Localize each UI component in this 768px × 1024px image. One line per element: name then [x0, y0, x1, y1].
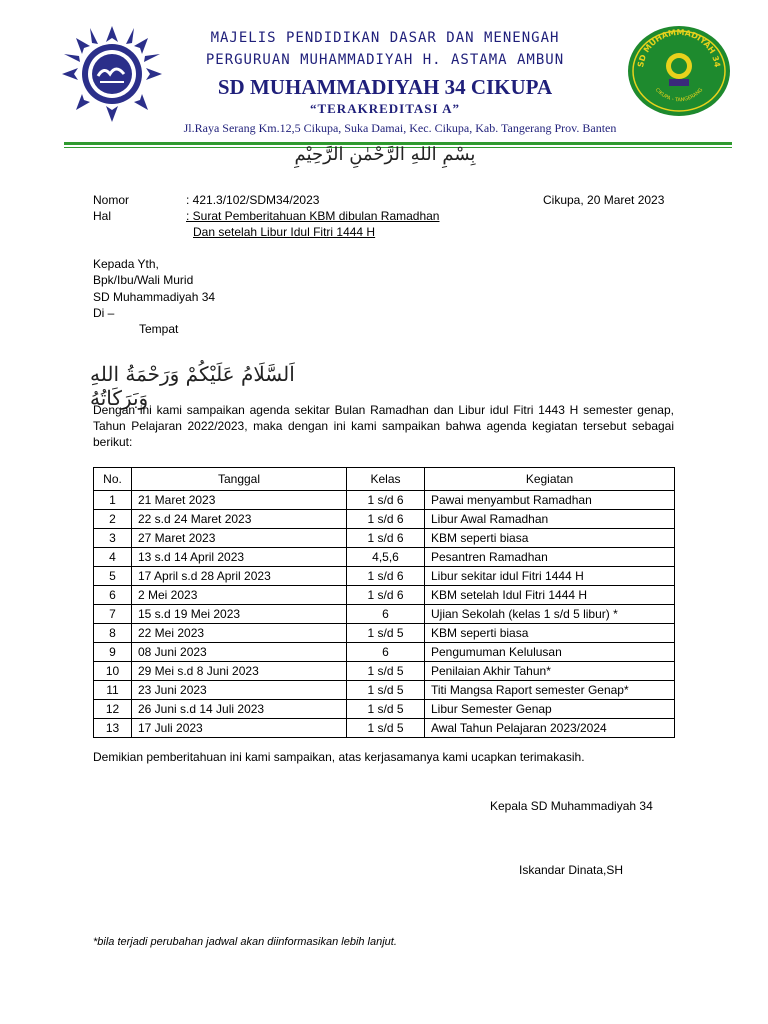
- intro-paragraph: Dengan ini kami sampaikan agenda sekitar Bulan Ramadhan dan Libur idul Fitri 1443 H semester genap, Tahun Pelajaran 2022/2023, maka dengan ini kami sampaikan bahwa agenda kegiatan tersebut sebagai berikut:: [93, 403, 674, 449]
- cell-kelas: 1 s/d 5: [347, 681, 425, 700]
- recipient-line: Bpk/Ibu/Wali Murid: [93, 273, 194, 287]
- hal-label: Hal: [93, 209, 112, 223]
- cell-kegiatan: Libur sekitar idul Fitri 1444 H: [425, 567, 675, 586]
- cell-no: 9: [94, 643, 132, 662]
- table-row: [94, 624, 675, 643]
- table-row: [94, 529, 675, 548]
- cell-no: 11: [94, 681, 132, 700]
- cell-tanggal: 15 s.d 19 Mei 2023: [132, 605, 347, 624]
- signatory-name: Iskandar Dinata,SH: [519, 863, 624, 877]
- cell-kelas: 1 s/d 6: [347, 567, 425, 586]
- muhammadiyah-logo-icon: [60, 24, 164, 124]
- basmalah: بِسْمِ اللهِ الرَّحْمٰنِ الرَّحِيْمِ: [294, 144, 476, 165]
- cell-kelas: 1 s/d 5: [347, 700, 425, 719]
- cell-tanggal: 27 Maret 2023: [132, 529, 347, 548]
- cell-tanggal: 17 April s.d 28 April 2023: [132, 567, 347, 586]
- cell-kegiatan: KBM setelah Idul Fitri 1444 H: [425, 586, 675, 605]
- cell-tanggal: 26 Juni s.d 14 Juli 2023: [132, 700, 347, 719]
- cell-kelas: 1 s/d 5: [347, 624, 425, 643]
- cell-kegiatan: KBM seperti biasa: [425, 624, 675, 643]
- hal-value-2: Dan setelah Libur Idul Fitri 1444 H: [193, 225, 376, 239]
- cell-tanggal: 2 Mei 2023: [132, 586, 347, 605]
- council-name: MAJELIS PENDIDIKAN DASAR DAN MENENGAH: [210, 30, 560, 46]
- signatory-title: Kepala SD Muhammadiyah 34: [490, 799, 653, 813]
- cell-tanggal: 17 Juli 2023: [132, 719, 347, 738]
- foundation-name: PERGURUAN MUHAMMADIYAH H. ASTAMA AMBUN: [205, 52, 565, 68]
- cell-no: 3: [94, 529, 132, 548]
- letter-date: Cikupa, 20 Maret 2023: [543, 193, 665, 207]
- cell-kelas: 1 s/d 6: [347, 510, 425, 529]
- cell-kegiatan: Pengumuman Kelulusan: [425, 643, 675, 662]
- accreditation: “TERAKREDITASI A”: [309, 101, 461, 116]
- cell-tanggal: 22 s.d 24 Maret 2023: [132, 510, 347, 529]
- cell-tanggal: 22 Mei 2023: [132, 624, 347, 643]
- cell-kegiatan: Penilaian Akhir Tahun*: [425, 662, 675, 681]
- cell-kelas: 1 s/d 6: [347, 529, 425, 548]
- cell-no: 7: [94, 605, 132, 624]
- recipient-line: Di –: [93, 306, 115, 320]
- cell-kelas: 1 s/d 6: [347, 586, 425, 605]
- table-row: [94, 681, 675, 700]
- cell-kelas: 1 s/d 5: [347, 719, 425, 738]
- cell-kegiatan: Pawai menyambut Ramadhan: [425, 491, 675, 510]
- nomor-value: : 421.3/102/SDM34/2023: [186, 193, 320, 207]
- nomor-label: Nomor: [93, 193, 130, 207]
- col-header-no: No.: [94, 468, 132, 491]
- schedule-table: [93, 467, 675, 738]
- hal-value: : Surat Pemberitahuan KBM dibulan Ramadhan: [186, 209, 440, 223]
- recipient-greeting: Kepada Yth,: [93, 257, 159, 271]
- cell-no: 2: [94, 510, 132, 529]
- cell-tanggal: 21 Maret 2023: [132, 491, 347, 510]
- recipient-line: SD Muhammadiyah 34: [93, 290, 216, 304]
- cell-kegiatan: Libur Awal Ramadhan: [425, 510, 675, 529]
- cell-kegiatan: KBM seperti biasa: [425, 529, 675, 548]
- col-header-kegiatan: Kegiatan: [425, 468, 675, 491]
- cell-tanggal: 29 Mei s.d 8 Juni 2023: [132, 662, 347, 681]
- school-name: SD MUHAMMADIYAH 34 CIKUPA: [217, 75, 553, 99]
- table-row: [94, 491, 675, 510]
- col-header-kelas: Kelas: [347, 468, 425, 491]
- table-row: [94, 700, 675, 719]
- cell-no: 6: [94, 586, 132, 605]
- cell-no: 5: [94, 567, 132, 586]
- cell-kelas: 6: [347, 643, 425, 662]
- cell-tanggal: 08 Juni 2023: [132, 643, 347, 662]
- cell-tanggal: 13 s.d 14 April 2023: [132, 548, 347, 567]
- cell-kelas: 4,5,6: [347, 548, 425, 567]
- cell-tanggal: 23 Juni 2023: [132, 681, 347, 700]
- cell-kegiatan: Libur Semester Genap: [425, 700, 675, 719]
- table-row: [94, 586, 675, 605]
- cell-no: 1: [94, 491, 132, 510]
- cell-kegiatan: Titi Mangsa Raport semester Genap*: [425, 681, 675, 700]
- seal-top-text: SD MUHAMMADIYAH 34: [636, 27, 722, 68]
- footnote: *bila terjadi perubahan jadwal akan diinformasikan lebih lanjut.: [93, 936, 397, 948]
- closing-text: Demikian pemberitahuan ini kami sampaikan, atas kerjasamanya kami ucapkan terimakasih.: [93, 750, 585, 764]
- col-header-tanggal: Tanggal: [132, 468, 347, 491]
- cell-kelas: 6: [347, 605, 425, 624]
- table-row: [94, 605, 675, 624]
- table-row: [94, 567, 675, 586]
- table-header-row: [94, 468, 675, 491]
- table-row: [94, 548, 675, 567]
- cell-kelas: 1 s/d 5: [347, 662, 425, 681]
- cell-no: 12: [94, 700, 132, 719]
- cell-no: 13: [94, 719, 132, 738]
- table-row: [94, 510, 675, 529]
- cell-kegiatan: Pesantren Ramadhan: [425, 548, 675, 567]
- cell-kegiatan: Awal Tahun Pelajaran 2023/2024: [425, 719, 675, 738]
- cell-no: 8: [94, 624, 132, 643]
- seal-bottom-text: CIKUPA - TANGERANG: [653, 87, 705, 104]
- cell-kegiatan: Ujian Sekolah (kelas 1 s/d 5 libur) *: [425, 605, 675, 624]
- cell-kelas: 1 s/d 6: [347, 491, 425, 510]
- cell-no: 4: [94, 548, 132, 567]
- recipient-place: Tempat: [139, 322, 179, 336]
- school-address: Jl.Raya Serang Km.12,5 Cikupa, Suka Damai, Kec. Cikupa, Kab. Tangerang Prov. Banten: [183, 121, 617, 135]
- salam: اَلسَّلَامُ عَلَيْكُمْ وَرَحْمَةُ اللهِ وَبَرَكَاتُهُ: [90, 362, 295, 410]
- table-row: [94, 662, 675, 681]
- table-row: [94, 643, 675, 662]
- table-row: [94, 719, 675, 738]
- cell-no: 10: [94, 662, 132, 681]
- school-seal-icon: [626, 24, 732, 118]
